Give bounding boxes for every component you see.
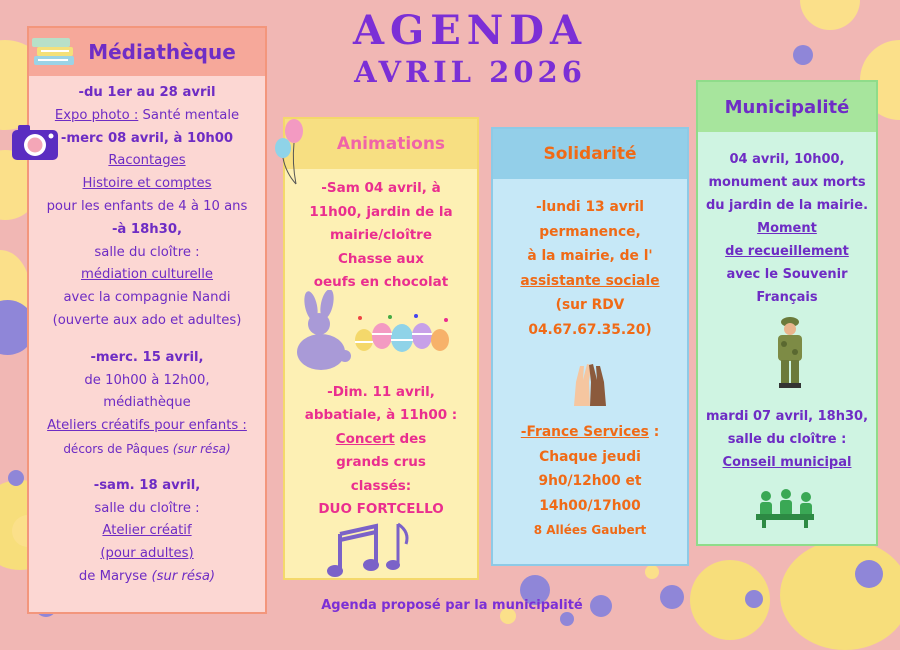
event-title: Ateliers créatifs pour enfants :	[47, 418, 247, 434]
event-date: -merc 08 avril, à 10h00	[60, 130, 234, 146]
event-location: monument aux morts	[708, 175, 866, 190]
page-title	[280, 8, 660, 90]
event-line	[285, 428, 477, 452]
event-line	[33, 105, 261, 128]
event-detail	[33, 566, 261, 589]
event-time: de 10h00 à 12h00,	[84, 372, 210, 388]
event-title: de recueillement	[725, 244, 849, 259]
event-title: Histoire et comptes	[82, 176, 212, 192]
event-title: oeufs en chocolat	[313, 274, 449, 290]
event-subject: décors de Pâques	[63, 441, 173, 456]
event-date: -à 18h30,	[111, 221, 183, 237]
dot-decoration	[8, 470, 24, 486]
event-location: salle du cloître :	[727, 432, 847, 447]
event-detail: Français	[756, 290, 818, 305]
event-detail: avec le Souvenir	[726, 267, 848, 282]
event-subject: Santé mentale	[138, 107, 240, 123]
mediatheque-panel	[27, 26, 267, 614]
event-location: salle du cloître :	[94, 244, 200, 260]
municipalite-header	[698, 82, 876, 132]
dot-decoration	[660, 585, 684, 609]
event-location: 8 Allées Gaubert	[533, 523, 647, 537]
event-date: -lundi 13 avril	[535, 199, 645, 215]
municipalite-content	[698, 132, 876, 474]
flower-petal-decoration	[800, 0, 860, 30]
footer-credit: Agenda proposé par la municipalité	[321, 598, 583, 613]
event-title: Racontages	[108, 153, 186, 169]
dot-decoration	[645, 565, 659, 579]
dot-decoration	[793, 45, 813, 65]
event-title: Moment	[757, 221, 817, 236]
soldier-icon	[770, 314, 810, 390]
event-line	[493, 420, 687, 445]
title-line-month: AVRIL 2026	[354, 55, 586, 89]
municipalite-title: Municipalité	[724, 96, 850, 118]
mediatheque-title: Médiathèque	[88, 40, 236, 64]
phone-number: 04.67.67.35.20)	[528, 321, 652, 338]
easter-eggs-icon	[350, 312, 454, 358]
booking-note: (sur résa)	[151, 568, 216, 584]
event-date: -Dim. 11 avril,	[327, 383, 435, 400]
municipalite-panel	[696, 80, 878, 546]
event-title: Atelier créatif	[102, 523, 192, 539]
event-time: 9h0/12h00 et	[538, 473, 642, 489]
event-date: -merc. 15 avril,	[90, 349, 204, 365]
balloons-icon	[272, 118, 308, 188]
event-title: Chasse aux	[338, 250, 424, 267]
event-title: -France Services	[520, 424, 649, 440]
music-notes-icon	[326, 520, 414, 580]
solidarite-header	[493, 129, 687, 179]
event-detail: classés:	[350, 477, 412, 494]
event-date: Chaque jeudi	[539, 448, 641, 465]
event-date: -Sam 04 avril, à	[321, 180, 441, 196]
event-location: à la mairie, de l'	[527, 248, 653, 264]
title-line-agenda: AGENDA	[353, 7, 587, 54]
bunny-icon	[291, 290, 353, 372]
event-detail: grands crus	[336, 454, 426, 470]
event-location: mairie/cloître	[330, 227, 432, 243]
event-host: de Maryse	[78, 568, 152, 584]
meeting-icon	[752, 488, 818, 530]
event-separator: :	[648, 424, 660, 440]
event-location: 11h00, jardin de la	[309, 203, 453, 220]
event-date: mardi 07 avril, 18h30,	[705, 409, 869, 424]
dot-decoration	[855, 560, 883, 588]
flower-petal-decoration	[780, 540, 900, 650]
dot-decoration	[745, 590, 763, 608]
event-detail: des	[394, 430, 427, 447]
event-time: 14h00/17h00	[539, 497, 641, 514]
event-location: médiathèque	[103, 395, 191, 411]
solidarite-panel	[491, 127, 689, 566]
event-location: abbatiale, à 11h00 :	[304, 407, 458, 423]
animations-title: Animations	[336, 134, 446, 154]
camera-icon	[10, 122, 60, 162]
event-title: assistante sociale	[520, 272, 660, 289]
solidarite-title: Solidarité	[543, 144, 637, 164]
event-location: du jardin de la mairie.	[705, 198, 869, 213]
dot-decoration	[560, 612, 574, 626]
booking-note: (sur résa)	[172, 441, 231, 456]
event-detail: avec la compagnie Nandi	[63, 290, 231, 306]
high-five-icon	[566, 360, 614, 408]
event-detail: pour les enfants de 4 à 10 ans	[46, 198, 248, 214]
event-date: 04 avril, 10h00,	[729, 152, 845, 167]
mediatheque-content	[29, 76, 265, 589]
event-title: Expo photo :	[54, 107, 139, 123]
event-date: -du 1er au 28 avril	[78, 85, 216, 100]
event-title: permanence,	[539, 223, 641, 240]
animations-header	[285, 119, 477, 169]
event-location: salle du cloître :	[94, 500, 200, 516]
event-date: -sam. 18 avril,	[93, 477, 201, 493]
event-detail: (ouverte aux ado et adultes)	[52, 312, 242, 328]
event-title: (pour adultes)	[100, 546, 194, 562]
event-title: médiation culturelle	[80, 267, 214, 283]
event-detail	[33, 438, 261, 461]
event-performer: DUO FORTCELLO	[318, 501, 444, 517]
books-icon	[30, 32, 78, 68]
event-title: Concert	[335, 430, 395, 447]
booking-note: (sur RDV	[555, 297, 625, 313]
event-title: Conseil municipal	[722, 455, 852, 470]
